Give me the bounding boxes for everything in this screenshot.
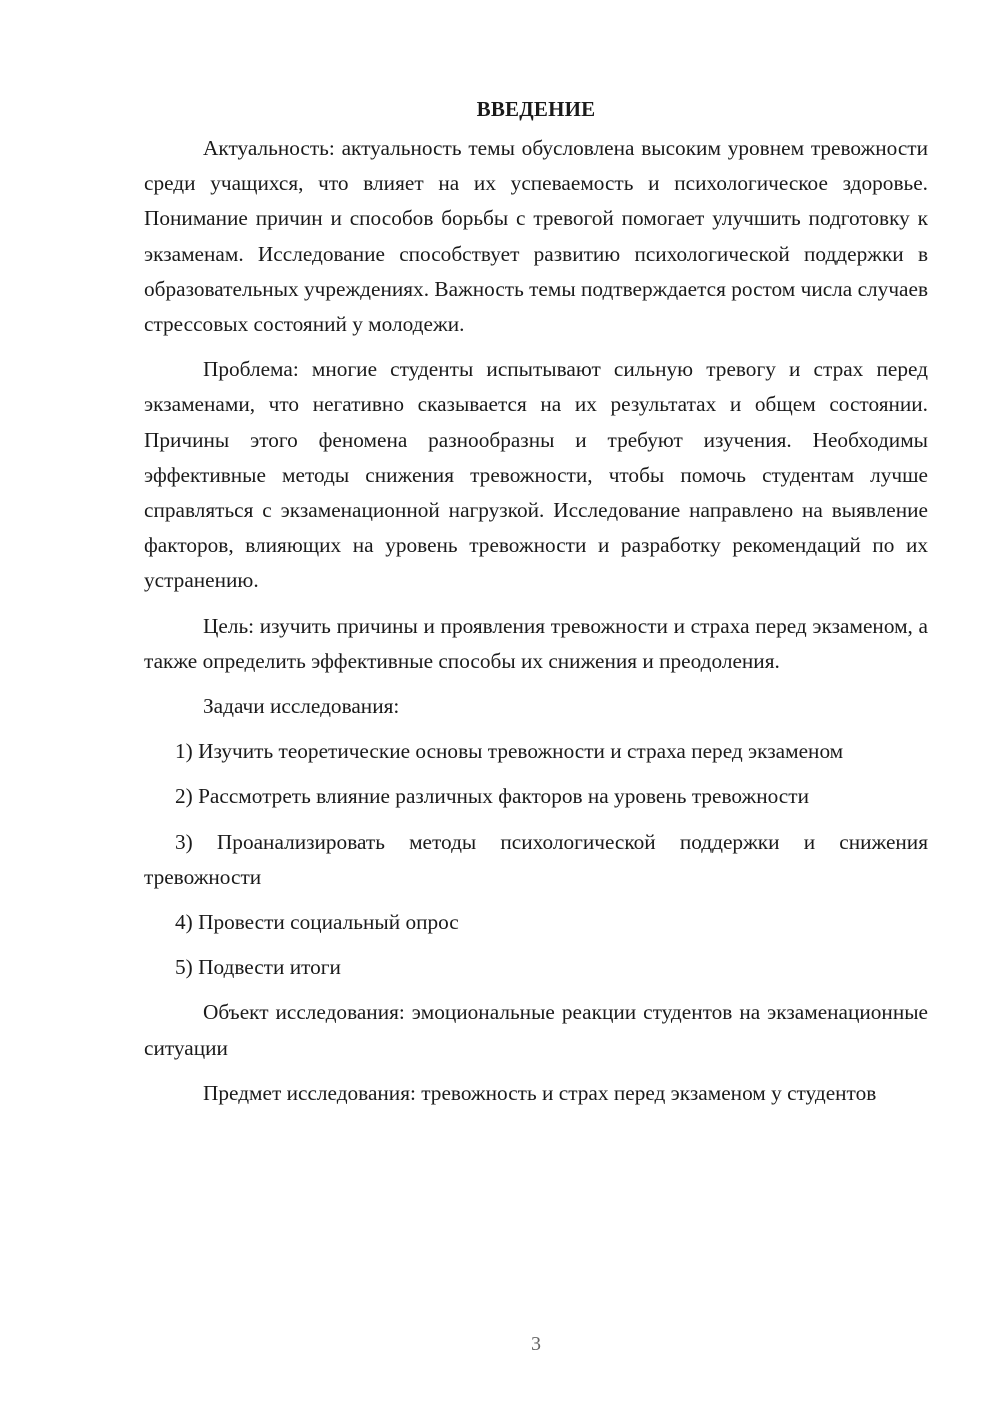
task-item: 1) Изучить теоретические основы тревожности и страха перед экзаменом [175, 739, 844, 764]
task-item: 3) Проанализировать методы психологической поддержки и снижения тревожности [144, 829, 928, 889]
problem-paragraph: Проблема: многие студенты испытывают сильную тревогу и страх перед экзаменами, что негативно сказывается на их результатах и общем состоянии. Причины этого феномена разнообразны и требуют изучения. Необходимы эффективные методы снижения тревожности, чтобы помочь студентам лучше справляться с экзаменационной нагрузкой. Исследование направлено на выявление факторов, влияющих на уровень тревожности и разработку рекомендаций по их устранению. [144, 357, 928, 593]
goal-paragraph: Цель: изучить причины и проявления тревожности и страха перед экзаменом, а также определить эффективные способы их снижения и преодоления. [144, 613, 928, 673]
document-page [144, 92, 928, 1121]
tasks-title: Задачи исследования: [203, 694, 400, 719]
task-item: 5) Подвести итоги [175, 955, 341, 980]
task-item: 4) Провести социальный опрос [175, 910, 459, 935]
object-paragraph: Объект исследования: эмоциональные реакции студентов на экзаменационные ситуации [144, 1000, 928, 1060]
relevance-paragraph: Актуальность: актуальность темы обусловлена высоким уровнем тревожности среди учащихся, что влияет на их успеваемость и психологическое здоровье. Понимание причин и способов борьбы с тревогой помогает улучшить подготовку к экзаменам. Исследование способствует развитию психологической поддержки в образовательных учреждениях. Важность темы подтверждается ростом числа случаев стрессовых состояний у молодежи. [144, 136, 928, 337]
task-item: 2) Рассмотреть влияние различных факторов на уровень тревожности [175, 784, 809, 809]
section-heading: ВВЕДЕНИЕ [476, 97, 596, 121]
page-number: 3 [531, 1333, 541, 1355]
subject-paragraph: Предмет исследования: тревожность и страх перед экзаменом у студентов [203, 1080, 877, 1105]
